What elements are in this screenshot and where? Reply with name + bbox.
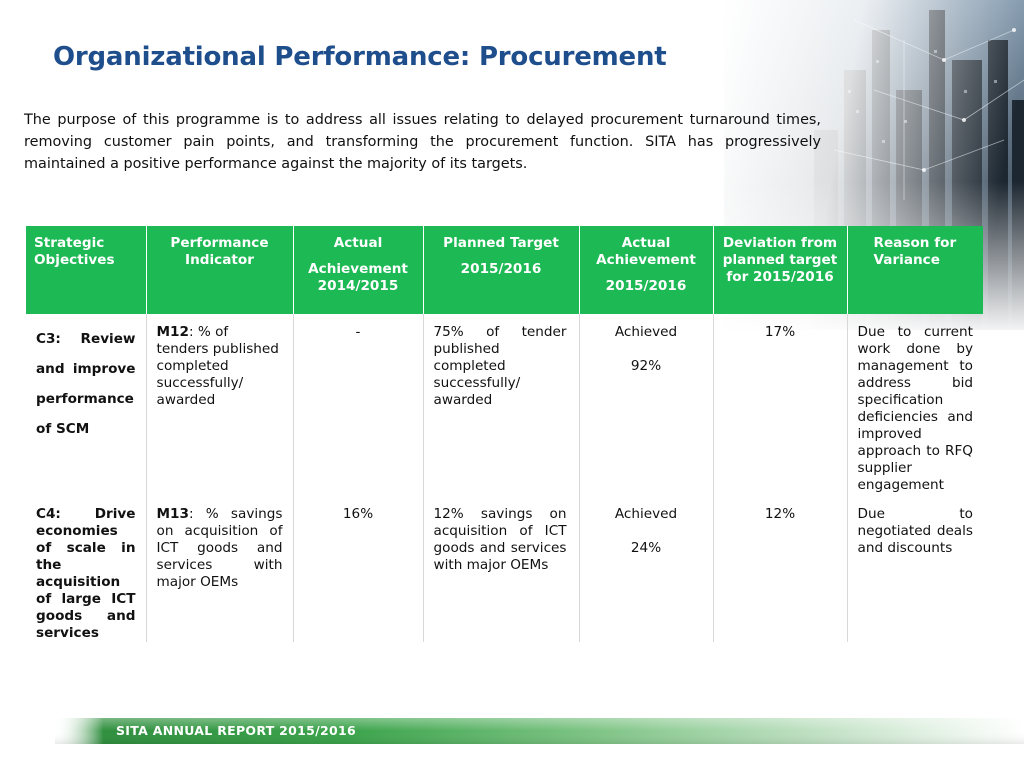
header-actual-2014 bbox=[293, 226, 423, 314]
row1-indicator-text: : % of tenders published completed successfully/ awarded bbox=[156, 324, 279, 408]
row1-reason: Due to current work done by management to address bid specification deficiencies and improved approach to RFQ supplier engagement bbox=[857, 324, 973, 493]
header-performance-indicator: Performance Indicator bbox=[146, 226, 293, 314]
table-row bbox=[26, 502, 983, 642]
header-planned-target bbox=[423, 226, 579, 314]
row2-actual-status: Achieved bbox=[614, 506, 678, 522]
row1-deviation: 17% bbox=[713, 314, 847, 502]
row2-planned: 12% savings on acquisition of ICT goods and services with major OEMs bbox=[423, 502, 579, 642]
row2-indicator-text: : % savings on acquisition of ICT goods and services with major OEMs bbox=[156, 506, 283, 590]
row1-planned: 75% of tender published completed successfully/ awarded bbox=[423, 314, 579, 502]
header-strategic-objectives: Strategic Objectives bbox=[26, 226, 146, 314]
performance-table bbox=[26, 226, 983, 642]
row2-actual-2014: 16% bbox=[293, 502, 423, 642]
header-actual-2014-line2: Achievement 2014/2015 bbox=[308, 261, 408, 294]
header-deviation: Deviation from planned target for 2015/2016 bbox=[713, 226, 847, 314]
table-row bbox=[26, 314, 983, 502]
row1-actual-status: Achieved bbox=[614, 324, 678, 340]
row2-indicator bbox=[146, 502, 293, 642]
intro-paragraph: The purpose of this programme is to address all issues relating to delayed procurement turnaround times, removing customer pain points, and transforming the procurement function. SITA has progressively maintained a positive performance against the majority of its targets. bbox=[24, 112, 821, 172]
row1-actual-2015 bbox=[579, 314, 713, 502]
table-header-row bbox=[26, 226, 983, 314]
row1-actual-2014: - bbox=[293, 314, 423, 502]
header-actual-2014-line1: Actual bbox=[333, 235, 383, 251]
header-actual-2015 bbox=[579, 226, 713, 314]
row2-deviation: 12% bbox=[713, 502, 847, 642]
footer-label: SITA ANNUAL REPORT 2015/2016 bbox=[116, 723, 357, 738]
row1-indicator-code: M12 bbox=[156, 324, 189, 340]
header-reason: Reason for Variance bbox=[847, 226, 983, 314]
row2-objective: C4: Drive economies of scale in the acquisition of large ICT goods and services bbox=[26, 502, 146, 642]
row1-actual-value: 92% bbox=[630, 358, 662, 374]
row1-indicator bbox=[146, 314, 293, 502]
header-planned-line1: Planned Target bbox=[443, 235, 559, 251]
row2-actual-value: 24% bbox=[630, 540, 662, 556]
row2-reason: Due to negotiated deals and discounts bbox=[857, 506, 973, 556]
row2-indicator-code: M13 bbox=[156, 506, 189, 522]
row1-objective: C3: Review and improve performance of SCM bbox=[26, 314, 146, 502]
row2-actual-2015 bbox=[579, 502, 713, 642]
header-actual-2015-line1: Actual Achievement bbox=[596, 235, 696, 268]
header-actual-2015-line2: 2015/2016 bbox=[605, 278, 687, 294]
page-title: Organizational Performance: Procurement bbox=[53, 42, 667, 72]
header-planned-line2: 2015/2016 bbox=[460, 261, 542, 277]
